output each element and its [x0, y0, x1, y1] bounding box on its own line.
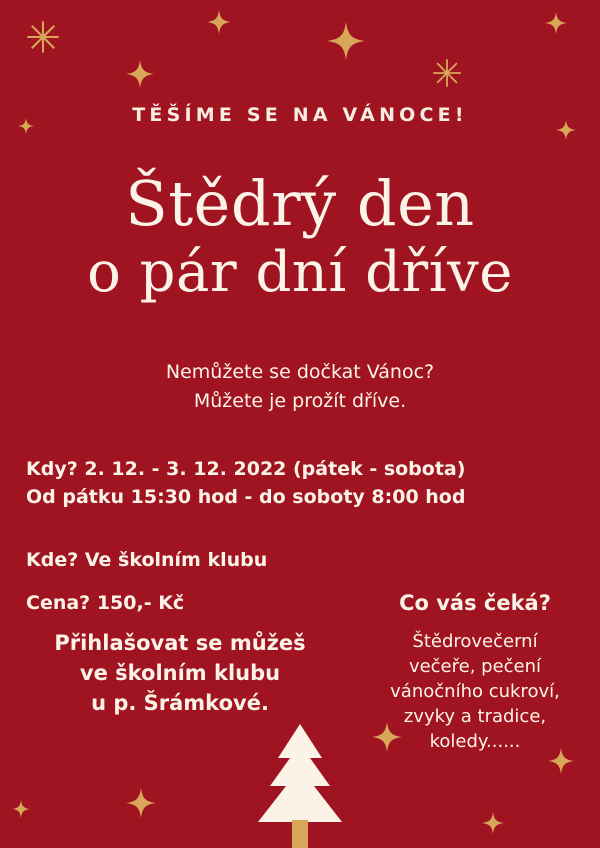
poster-subtitle-line-2: Můžete je prožít dříve.: [193, 390, 407, 412]
program-line-5: koledy......: [429, 731, 521, 752]
sparkle-star-icon: [327, 22, 365, 60]
poster-subtitle: [0, 358, 600, 416]
signup-line-2: ve školním klubu: [79, 661, 281, 685]
info-price: Cena? 150,- Kč: [26, 592, 185, 614]
info-when-line-1: Kdy? 2. 12. - 3. 12. 2022 (pátek - sobota): [26, 458, 466, 480]
sparkle-star-icon: [545, 12, 567, 34]
poster-subtitle-line-1: Nemůžete se dočkat Vánoc?: [165, 361, 435, 383]
poster-title: [0, 168, 600, 306]
sparkle-star-icon: [432, 58, 462, 88]
sparkle-star-icon: [126, 60, 154, 88]
sparkle-star-icon: [207, 10, 231, 34]
program-line-2: večeře, pečení: [408, 656, 542, 677]
program-column: [368, 589, 582, 754]
signup-line-3: u p. Šrámkové.: [91, 691, 269, 715]
info-when-line-2: Od pátku 15:30 hod - do soboty 8:00 hod: [26, 486, 466, 508]
poster-kicker: TĚŠÍME SE NA VÁNOCE!: [132, 104, 468, 126]
sparkle-star-icon: [126, 788, 156, 818]
sparkle-star-icon: [482, 812, 504, 834]
program-line-4: zvyky a tradice,: [403, 706, 547, 727]
poster-title-line-2: o pár dní dříve: [87, 240, 513, 305]
info-when: [26, 455, 465, 511]
program-line-1: Štědrovečerní: [412, 631, 538, 652]
program-heading: Co vás čeká?: [399, 591, 551, 615]
signup-instructions: [10, 628, 350, 718]
program-line-3: vánočního cukroví,: [390, 681, 560, 702]
poster-title-line-1: Štědrý den: [125, 167, 475, 240]
signup-line-1: Přihlašovat se můžeš: [54, 631, 306, 655]
sparkle-star-icon: [12, 800, 30, 818]
christmas-tree-icon: [252, 724, 348, 848]
sparkle-star-icon: [26, 20, 60, 54]
info-where: Kde? Ve školním klubu: [26, 549, 268, 571]
program-body: [368, 629, 582, 754]
